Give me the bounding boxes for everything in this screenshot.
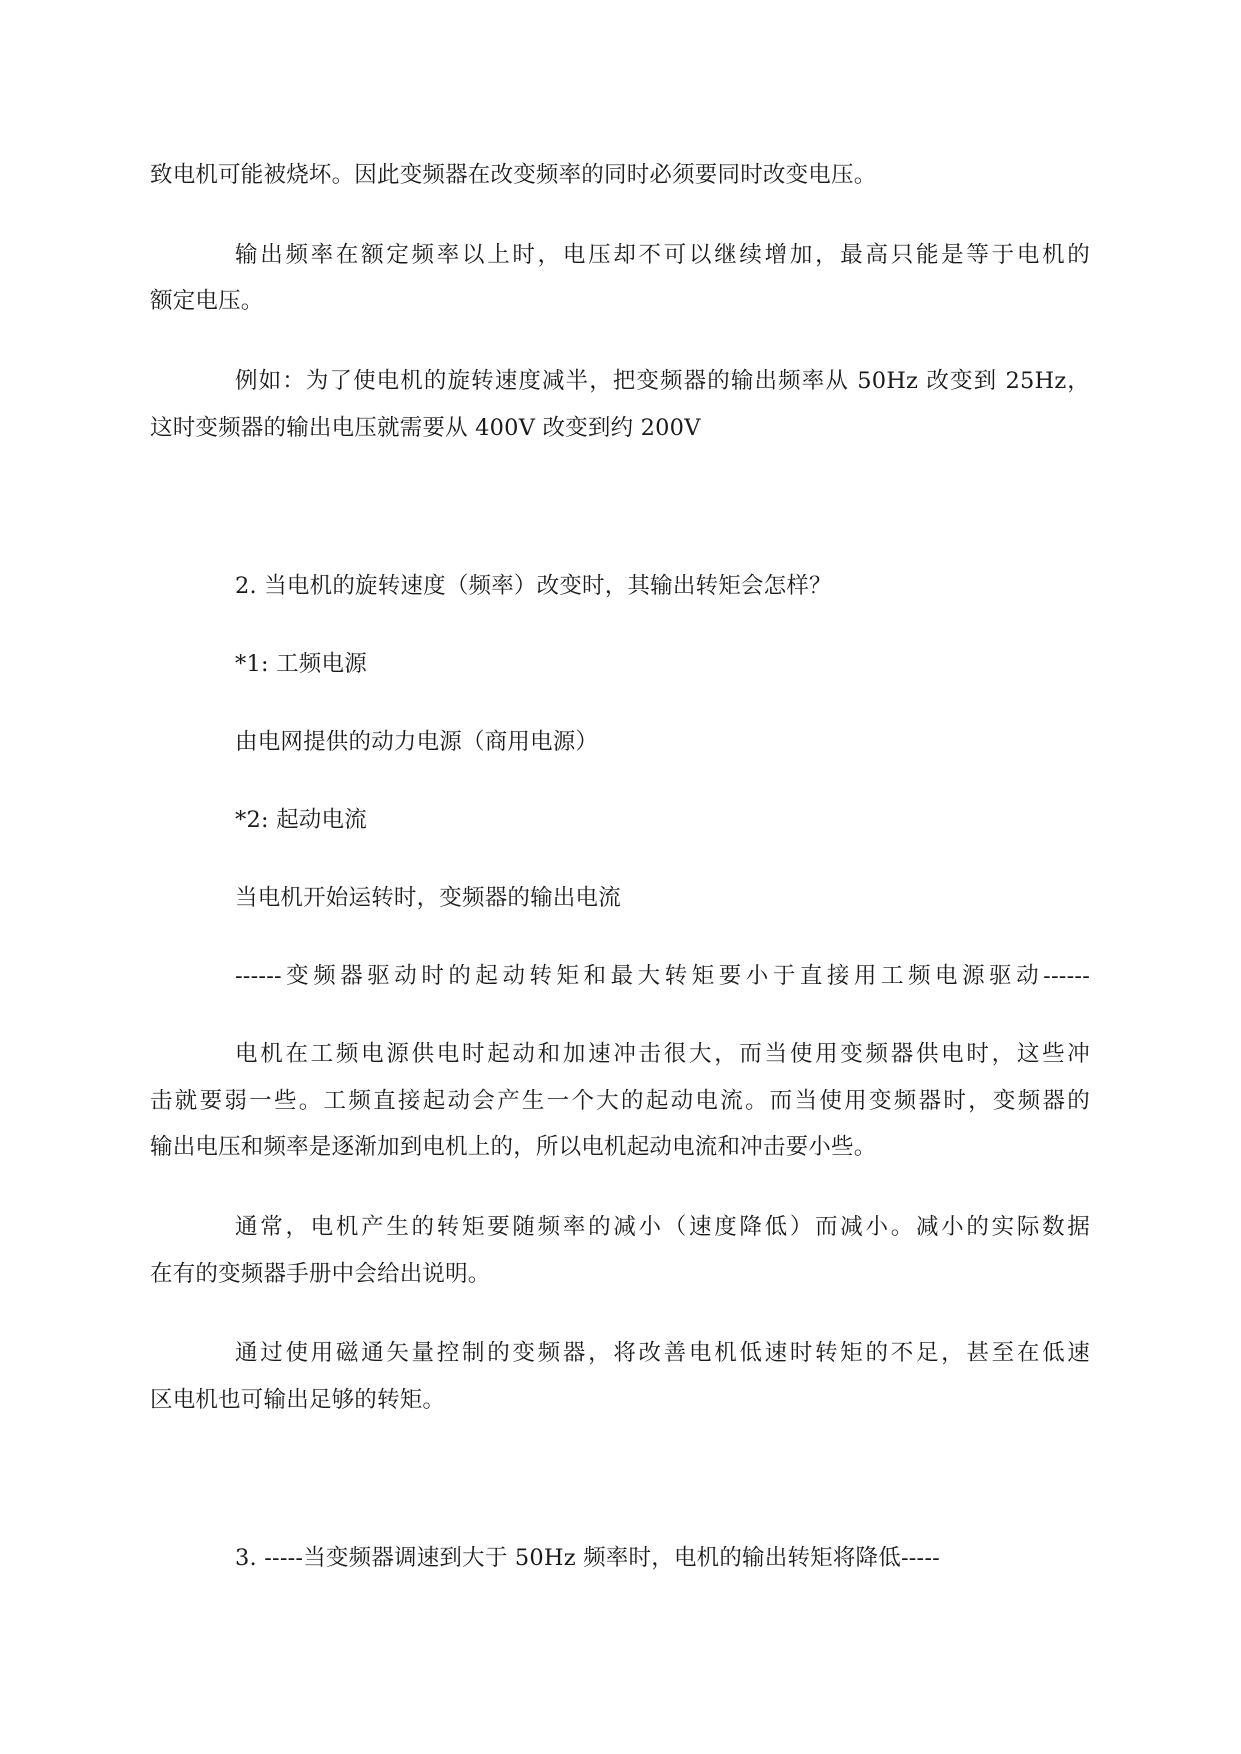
paragraph-line: 通过使用磁通矢量控制的变频器，将改善电机低速时转矩的不足，甚至在低速 [235, 1340, 1090, 1366]
paragraph-line: 输出电压和频率是逐渐加到电机上的，所以电机起动电流和冲击要小些。 [150, 1134, 877, 1160]
subheading-line: ------变频器驱动时的起动转矩和最大转矩要小于直接用工频电源驱动------ [235, 963, 1090, 989]
section-heading: 3. -----当变频器调速到大于 50Hz 频率时，电机的输出转矩将降低----- [235, 1545, 940, 1571]
paragraph-line: 例如：为了使电机的旋转速度减半，把变频器的输出频率从 50Hz 改变到 25Hz， [235, 368, 1090, 394]
paragraph-line: 击就要弱一些。工频直接起动会产生一个大的起动电流。而当使用变频器时，变频器的 [150, 1088, 1090, 1114]
paragraph-line: 在有的变频器手册中会给出说明。 [150, 1261, 491, 1287]
paragraph-line: 区电机也可输出足够的转矩。 [150, 1387, 446, 1413]
paragraph-line: 致电机可能被烧坏。因此变频器在改变频率的同时必须要同时改变电压。 [150, 162, 877, 188]
footnote-label: *2: 起动电流 [235, 807, 367, 833]
footnote-text: 由电网提供的动力电源（商用电源） [235, 729, 599, 755]
section-heading: 2. 当电机的旋转速度（频率）改变时，其输出转矩会怎样？ [235, 573, 832, 599]
paragraph-line: 电机在工频电源供电时起动和加速冲击很大，而当使用变频器供电时，这些冲 [235, 1041, 1090, 1067]
paragraph-line: 这时变频器的输出电压就需要从 400V 改变到约 200V [150, 415, 701, 441]
paragraph-line: 额定电压。 [150, 288, 264, 314]
footnote-text: 当电机开始运转时，变频器的输出电流 [235, 885, 621, 911]
paragraph-line: 通常，电机产生的转矩要随频率的减小（速度降低）而减小。减小的实际数据 [235, 1214, 1090, 1240]
paragraph-line: 输出频率在额定频率以上时，电压却不可以继续增加，最高只能是等于电机的 [235, 242, 1090, 268]
footnote-label: *1: 工频电源 [235, 651, 367, 677]
